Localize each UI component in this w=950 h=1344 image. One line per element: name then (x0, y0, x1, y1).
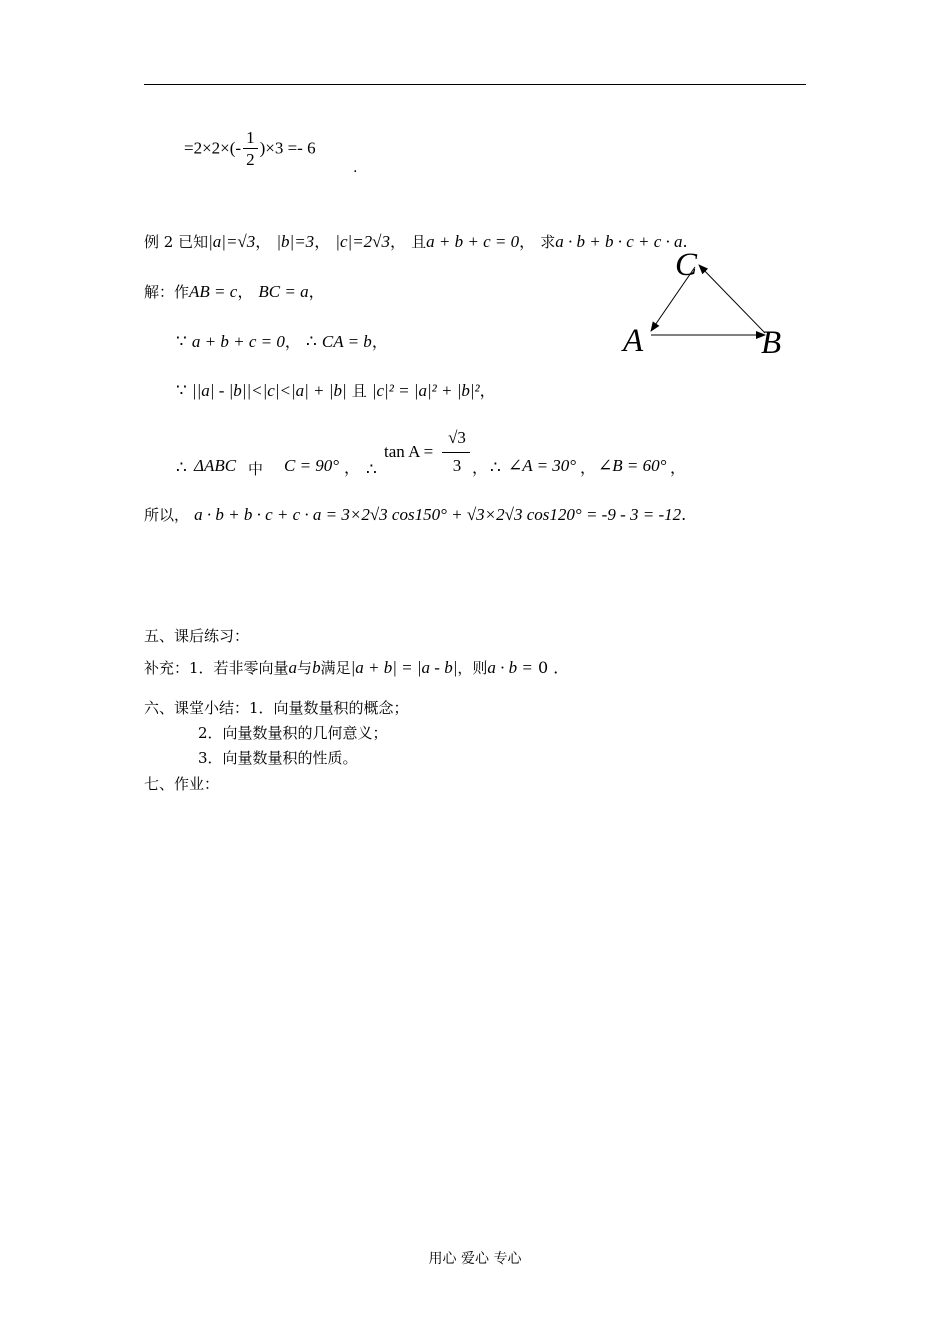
given-c-magnitude: |c|=2√3 (335, 232, 390, 251)
with-word: 与 (297, 659, 313, 677)
triangle-diagram (615, 247, 805, 367)
section-5-title: 五、课后练习： (144, 627, 250, 645)
comma: ， (472, 458, 489, 477)
fraction-numerator: 1 (243, 128, 258, 149)
vector-ca-def: CA = b (321, 332, 372, 351)
comma: ， (519, 232, 536, 251)
comma: ， (479, 381, 496, 400)
example-2-label: 例 2 已知 (144, 233, 209, 251)
period: ． (553, 658, 570, 677)
comma: ， (580, 458, 597, 477)
example-2-statement (144, 232, 688, 252)
result-line (184, 128, 316, 171)
fraction-half (243, 128, 258, 171)
given-b-magnitude: |b|=3 (276, 232, 315, 251)
result-expr-end: )×3 =- 6 (259, 138, 316, 158)
vector-bc-def: BC = a (258, 282, 309, 301)
section-6-title: 六、课堂小结：1．向量数量积的概念； (144, 699, 409, 717)
step-1-line (176, 332, 388, 352)
solution-line (144, 282, 325, 302)
comma: ， (344, 458, 361, 477)
vector-a: a (288, 658, 298, 677)
tan-a-expr: tan A = (384, 442, 434, 461)
comma: ， (371, 332, 388, 351)
period: . (682, 232, 688, 251)
target-expression: a · b + b · c + c · a (555, 232, 683, 251)
angle-a-value: ∠A = 30° (508, 456, 577, 475)
angle-c-right: C = 90° (284, 456, 340, 475)
header-rule (144, 84, 806, 85)
find-word: 求 (540, 233, 556, 251)
therefore-symbol: ∴ (306, 332, 317, 351)
comma: ， (284, 332, 301, 351)
step-2-line (176, 381, 496, 401)
solution-label: 解：作 (144, 283, 190, 301)
so-label: 所以， (144, 506, 190, 524)
summary-item-2: 2．向量数量积的几何意义； (198, 724, 388, 742)
tan-a-numerator: √3 (448, 428, 466, 447)
comma: ， (314, 232, 331, 251)
supplement-line (144, 658, 569, 678)
comma: ， (237, 282, 254, 301)
sum-zero: a + b + c = 0 (191, 332, 285, 351)
dot-product: a · b = (487, 658, 533, 677)
supplement-condition: |a + b| = |a - b| (350, 658, 458, 677)
triangle-inequality: ||a| - |b||<|c|<|a| + |b| (191, 381, 347, 400)
vertex-b-label: B (761, 325, 782, 361)
sum-condition: a + b + c = 0 (426, 232, 520, 251)
and-word: 且 (411, 233, 427, 251)
vertex-a-label: A (623, 323, 644, 359)
comma: ， (308, 282, 325, 301)
and-word: 且 (351, 382, 367, 400)
because-symbol: ∵ (176, 332, 187, 351)
pythagorean-relation: |c|² = |a|² + |b|² (371, 381, 480, 400)
comma: ， (390, 232, 407, 251)
supplement-label: 补充：1．若非零向量 (144, 659, 289, 677)
period: . (681, 505, 687, 524)
angle-b-value: ∠B = 60° (598, 456, 667, 475)
triangle-abc: ΔABC (194, 456, 237, 475)
vector-ab-def: AB = c (189, 282, 238, 301)
vector-b: b (312, 658, 321, 677)
therefore-symbol: ∴ (490, 458, 501, 477)
therefore-symbol: ∴ (176, 458, 187, 477)
final-computation: a · b + b · c + c · a = 3×2√3 cos150° + √3×2√3 cos120° = -9 - 3 = -12 (194, 505, 682, 524)
tan-a-fraction-bar (442, 452, 470, 453)
given-a-magnitude: |a|=√3 (208, 232, 256, 251)
vector-bc-arrow (699, 265, 765, 333)
in-word: 中 (248, 460, 264, 478)
conclusion-line (144, 505, 686, 525)
result-expr-start: =2×2×(- (184, 138, 242, 158)
comma: ， (255, 232, 272, 251)
supplement-answer: 0 (537, 658, 549, 677)
vertex-c-label: C (675, 247, 698, 283)
therefore-symbol: ∴ (366, 460, 377, 479)
tan-a-denominator: 3 (452, 456, 462, 475)
page-footer: 用心 爱心 专心 (428, 1251, 522, 1267)
result-dot: . (353, 160, 358, 176)
comma: ， (670, 458, 687, 477)
summary-item-3: 3．向量数量积的性质。 (198, 749, 358, 767)
section-7-title: 七、作业： (144, 775, 220, 793)
then-word: ，则 (457, 659, 488, 677)
fraction-denominator: 2 (246, 150, 255, 169)
satisfy-word: 满足 (320, 659, 351, 677)
because-symbol: ∵ (176, 381, 187, 400)
